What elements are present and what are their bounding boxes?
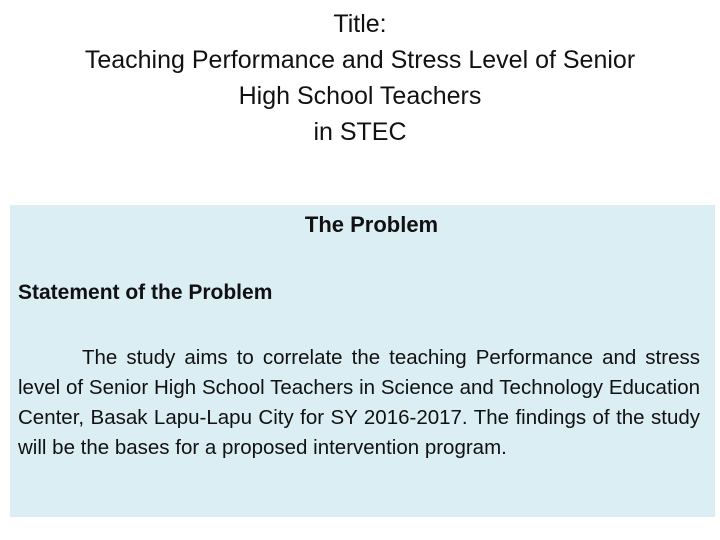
statement-paragraph: The study aims to correlate the teaching Performance and stress level of Senior High School Teachers in Science and Technology Education Center, Basak Lapu-Lapu City for SY 2016-2017. The findings of the study will be the bases for a proposed intervention program. (18, 346, 700, 459)
title-line-1: Teaching Performance and Stress Level of Senior (84, 46, 636, 74)
title-line-2: High School Teachers (238, 82, 482, 110)
problem-content-box (10, 205, 715, 517)
title-line-3: in STEC (313, 118, 407, 146)
section-heading: The Problem (304, 212, 439, 237)
statement-heading: Statement of the Problem (18, 281, 273, 304)
slide-title (0, 6, 720, 150)
title-label: Title: (333, 10, 387, 38)
